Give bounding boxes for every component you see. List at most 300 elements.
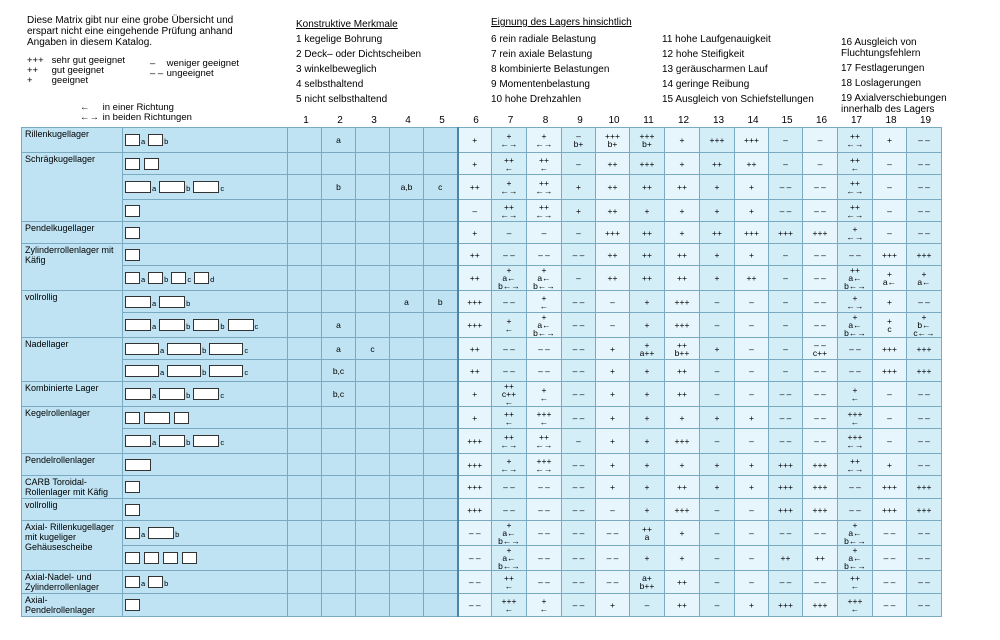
rating-value: a← (917, 277, 931, 287)
rating-value: + (852, 292, 858, 303)
bearing-icon (182, 552, 197, 564)
rating-cell (769, 360, 803, 382)
rating-cell (630, 222, 665, 244)
rating-value: ++ (504, 381, 514, 391)
rating-value: ++ (677, 273, 687, 283)
rating-cell (458, 153, 492, 175)
rating-value: b←→ (844, 281, 866, 291)
variant-letter: b (186, 438, 191, 447)
rating-cell (288, 454, 322, 476)
table-row (22, 594, 942, 617)
rating-cell (630, 244, 665, 266)
bearing-icon (125, 296, 151, 308)
rating-value: ← (850, 393, 860, 403)
rating-value: + (714, 205, 720, 216)
rating-value: – – (918, 577, 930, 587)
rating-cell (288, 175, 322, 200)
rating-cell (322, 594, 356, 617)
rating-value: ++ (850, 573, 860, 583)
rating-value: – – (503, 365, 515, 376)
rating-value: + (679, 158, 685, 169)
rating-cell (700, 429, 735, 454)
rating-value: ++ (642, 249, 652, 260)
rating-cell (356, 476, 390, 499)
rating-cell (596, 175, 630, 200)
bearing-type-label: vollrollig (22, 291, 123, 338)
bearing-icon (125, 181, 151, 193)
variant-letter: b (175, 530, 180, 539)
rating-cell (596, 222, 630, 244)
bearing-icon (209, 343, 243, 355)
rating-value: – – (814, 296, 826, 307)
rating-cell (769, 454, 803, 476)
rating-cell (492, 360, 527, 382)
rating-cell (735, 266, 769, 291)
rating-value: ++ (712, 227, 722, 238)
rating-cell (907, 571, 942, 594)
legend-text: ungeeignet (166, 68, 214, 79)
rating-cell (838, 266, 873, 291)
rating-value: ← (850, 416, 860, 427)
rating-value: + (610, 436, 615, 446)
rating-cell (769, 594, 803, 617)
rating-cell (492, 175, 527, 200)
rating-cell (458, 546, 492, 571)
rating-value: ← (539, 393, 549, 403)
rating-value: ++ (642, 227, 652, 238)
rating-value: ++ (815, 553, 825, 563)
rating-value: + (541, 131, 547, 141)
rating-cell (527, 429, 562, 454)
rating-cell (665, 244, 700, 266)
rating-cell (665, 128, 700, 153)
rating-cell (769, 200, 803, 222)
rating-cell (492, 499, 527, 521)
rating-cell (390, 244, 424, 266)
legend-text: in einer Richtung (102, 102, 174, 113)
variant-letter: b (186, 298, 191, 308)
rating-cell (665, 571, 700, 594)
rating-value: – (610, 296, 615, 307)
bearing-icon (125, 227, 140, 239)
rating-value: + (644, 412, 650, 423)
rating-cell (596, 291, 630, 313)
rating-cell (769, 521, 803, 546)
rating-value: – (576, 158, 581, 169)
rating-value: – – (883, 600, 896, 610)
bearing-icon (193, 181, 219, 193)
rating-cell (288, 244, 322, 266)
rating-value: – – (468, 577, 481, 587)
rating-value: +++ (916, 504, 932, 515)
bearing-icon (193, 319, 219, 331)
bearing-matrix (21, 127, 942, 617)
rating-cell (596, 407, 630, 429)
rating-cell (873, 360, 907, 382)
rating-value: – – (779, 412, 792, 423)
variant-letter: c (244, 345, 249, 355)
rating-cell (596, 266, 630, 291)
rating-value: ++ (746, 273, 757, 283)
rating-cell (596, 128, 630, 153)
rating-value: ←→ (846, 209, 864, 220)
column-number: 1 (303, 115, 309, 126)
bearing-drawing (123, 338, 288, 360)
rating-value: – – (814, 205, 826, 216)
rating-cell (322, 291, 356, 313)
rating-cell (665, 266, 700, 291)
rating-cell (803, 571, 838, 594)
rating-value: – (887, 389, 892, 399)
rating-cell (288, 338, 322, 360)
rating-value: a,b (400, 182, 413, 192)
bearing-type-label: Nadellager (22, 338, 123, 382)
rating-value: – (749, 504, 754, 515)
rating-cell (288, 546, 322, 571)
rating-cell (907, 360, 942, 382)
rating-cell (769, 175, 803, 200)
rating-value: – (749, 365, 754, 376)
rating-value: +++ (467, 296, 483, 307)
rating-cell (596, 382, 630, 407)
rating-value: ++ (850, 265, 860, 275)
rating-cell (288, 200, 322, 222)
rating-value: ← (504, 162, 514, 173)
rating-cell (700, 338, 735, 360)
rating-value: +++ (812, 459, 828, 470)
table-row (22, 454, 942, 476)
rating-value: + (506, 545, 512, 555)
rating-value: – – (918, 412, 930, 423)
rating-cell (907, 407, 942, 429)
column-number: 7 (507, 115, 514, 126)
column-number: 13 (712, 115, 725, 126)
rating-value: ←→ (500, 186, 518, 196)
rating-cell (769, 153, 803, 175)
rating-value: c (887, 324, 892, 334)
rating-value: a← (537, 273, 551, 283)
rating-value: ++ (607, 249, 618, 260)
rating-value: a+ (642, 573, 652, 583)
rating-cell (288, 153, 322, 175)
rating-value: +++ (882, 343, 897, 354)
table-row (22, 200, 942, 222)
rating-cell (322, 571, 356, 594)
rating-cell (803, 476, 838, 499)
rating-cell (527, 222, 562, 244)
rating-value: – – (814, 182, 826, 192)
rating-value: + (541, 385, 547, 395)
rating-value: ←→ (846, 231, 864, 242)
rating-value: ++ (539, 432, 549, 442)
variant-letter: b (202, 367, 207, 377)
rating-value: ← (504, 397, 514, 407)
rating-value: – (783, 135, 788, 145)
rating-value: ++ (607, 273, 618, 283)
rating-value: +++ (467, 482, 483, 492)
column-number: 3 (371, 115, 377, 126)
rating-cell (735, 291, 769, 313)
rating-value: – – (468, 528, 481, 538)
variant-letter: c (254, 322, 259, 331)
rating-cell (803, 128, 838, 153)
rating-value: a← (848, 320, 862, 330)
rating-value: – (887, 227, 892, 238)
rating-cell (492, 153, 527, 175)
rating-cell (735, 521, 769, 546)
rating-value: +++ (639, 158, 655, 169)
rating-cell (562, 313, 596, 338)
rating-cell (665, 360, 700, 382)
table-row (22, 175, 942, 200)
rating-cell (596, 571, 630, 594)
rating-value: – (783, 296, 788, 307)
rating-cell (562, 521, 596, 546)
rating-cell (735, 244, 769, 266)
rating-value: + (679, 135, 685, 145)
bearing-icon (193, 388, 219, 400)
rating-cell (907, 313, 942, 338)
eignung-list-b (662, 32, 814, 107)
rating-cell (424, 521, 458, 546)
bearing-icon (174, 412, 189, 424)
rating-cell (665, 546, 700, 571)
rating-cell (596, 499, 630, 521)
table-row (22, 407, 942, 429)
rating-value: b←→ (498, 281, 520, 291)
rating-cell (700, 266, 735, 291)
rating-cell (527, 360, 562, 382)
rating-value: + (644, 389, 650, 399)
rating-cell (458, 429, 492, 454)
rating-cell (630, 153, 665, 175)
rating-value: – – (814, 273, 826, 283)
rating-cell (322, 429, 356, 454)
rating-cell (527, 476, 562, 499)
rating-value: ++ (850, 201, 860, 212)
rating-cell (700, 153, 735, 175)
rating-cell (907, 244, 942, 266)
rating-cell (458, 200, 492, 222)
rating-cell (873, 222, 907, 244)
rating-value: +++ (467, 459, 483, 470)
suitability-item: 19 Axialverschiebungen (841, 93, 947, 104)
rating-cell (873, 244, 907, 266)
rating-cell (907, 175, 942, 200)
rating-value: ← (504, 324, 514, 334)
rating-cell (735, 571, 769, 594)
rating-value: + (610, 343, 615, 354)
rating-value: ←→ (846, 186, 864, 196)
rating-value: ++ (469, 273, 480, 283)
rating-cell (322, 499, 356, 521)
eignung-list-a (491, 32, 609, 107)
rating-value: – – (918, 528, 930, 538)
rating-value: + (644, 504, 650, 515)
rating-cell (356, 429, 390, 454)
rating-cell (356, 313, 390, 338)
rating-value: +++ (847, 408, 863, 419)
rating-cell (907, 266, 942, 291)
rating-value: +++ (812, 482, 828, 492)
rating-value: +++ (674, 296, 690, 307)
rating-value: – (714, 365, 720, 376)
rating-cell (665, 153, 700, 175)
rating-value: – (610, 320, 615, 330)
rating-cell (322, 153, 356, 175)
rating-value: + (506, 520, 512, 530)
rating-value: a (404, 296, 409, 307)
rating-cell (803, 244, 838, 266)
rating-value: ←→ (535, 186, 553, 196)
rating-cell (700, 382, 735, 407)
rating-value: + (749, 600, 754, 610)
variant-letter: c (220, 184, 225, 193)
rating-value: +++ (467, 504, 483, 515)
rating-cell (838, 499, 873, 521)
rating-cell (288, 571, 322, 594)
bearing-drawing (123, 244, 288, 266)
rating-value: ++ (746, 158, 757, 169)
rating-value: +++ (605, 131, 620, 141)
rating-value: ← (539, 416, 549, 427)
rating-value: ←→ (500, 440, 518, 450)
rating-cell (596, 546, 630, 571)
rating-cell (562, 222, 596, 244)
rating-cell (390, 338, 424, 360)
bearing-drawing (123, 429, 288, 454)
rating-cell (458, 313, 492, 338)
rating-value: +++ (744, 135, 759, 145)
rating-cell (424, 454, 458, 476)
rating-value: – (506, 227, 512, 238)
rating-value: + (644, 482, 650, 492)
suitability-item: 13 geräuscharmen Lauf (662, 64, 768, 75)
rating-value: ++ (469, 249, 480, 260)
rating-cell (356, 521, 390, 546)
rating-cell (562, 244, 596, 266)
rating-value: + (714, 412, 720, 423)
rating-cell (630, 200, 665, 222)
rating-cell (424, 360, 458, 382)
rating-value: ++ (539, 178, 549, 188)
rating-cell (873, 454, 907, 476)
rating-cell (458, 291, 492, 313)
rating-cell (838, 338, 873, 360)
bearing-type-label: vollrollig (22, 499, 123, 521)
rating-value: ←→ (846, 300, 864, 311)
bearing-icon (125, 388, 151, 400)
rating-cell (390, 200, 424, 222)
rating-cell (803, 222, 838, 244)
column-number: 4 (405, 115, 411, 126)
rating-value: + (541, 265, 547, 275)
bearing-icon (125, 599, 140, 611)
rating-value: – (887, 436, 892, 446)
bearing-type-label: Pendelrollenlager (22, 454, 123, 476)
rating-value: – – (503, 482, 515, 492)
rating-value: +++ (916, 365, 932, 376)
rating-cell (596, 153, 630, 175)
rating-value: ++ (504, 201, 514, 212)
rating-value: +++ (847, 596, 863, 606)
bearing-type-label: Rillenkugellager (22, 128, 123, 153)
section-title: Konstruktive Merkmale (296, 19, 398, 30)
rating-cell (390, 360, 424, 382)
rating-cell (665, 499, 700, 521)
rating-cell (458, 338, 492, 360)
table-row (22, 429, 942, 454)
rating-cell (665, 222, 700, 244)
rating-cell (562, 407, 596, 429)
rating-value: ++ (504, 408, 514, 419)
eignung-title (491, 17, 632, 28)
rating-cell (665, 313, 700, 338)
rating-cell (458, 476, 492, 499)
bearing-icon (148, 134, 163, 146)
rating-cell (596, 338, 630, 360)
bearing-icon (125, 527, 140, 539)
bearing-icon (144, 552, 159, 564)
rating-value: – (576, 131, 581, 141)
rating-cell (735, 200, 769, 222)
rating-cell (356, 244, 390, 266)
rating-cell (838, 407, 873, 429)
rating-cell (907, 546, 942, 571)
rating-value: – – (883, 528, 896, 538)
rating-cell (873, 476, 907, 499)
rating-cell (492, 222, 527, 244)
column-number: 9 (577, 115, 583, 126)
rating-value: – (783, 320, 788, 330)
rating-cell (424, 407, 458, 429)
rating-value: – – (572, 504, 585, 515)
table-row (22, 153, 942, 175)
rating-value: b←→ (844, 536, 866, 546)
rating-value: – (783, 273, 788, 283)
rating-value: a← (882, 277, 897, 287)
rating-value: ←→ (846, 139, 864, 149)
rating-value: ++ (850, 455, 860, 466)
rating-value: – – (538, 504, 550, 515)
bearing-drawing (123, 407, 288, 429)
rating-cell (424, 244, 458, 266)
rating-cell (424, 313, 458, 338)
rating-value: – – (538, 343, 550, 354)
feature-item: 4 selbsthaltend (296, 79, 364, 90)
rating-value: – (610, 504, 615, 515)
rating-cell (630, 360, 665, 382)
suitability-item: 12 hohe Steifigkeit (662, 49, 745, 60)
legend-symbol: +++ (27, 55, 44, 66)
rating-value: +++ (916, 249, 932, 260)
rating-value: – – (814, 365, 826, 376)
bearing-icon (193, 435, 219, 447)
rating-cell (562, 291, 596, 313)
rating-cell (288, 222, 322, 244)
rating-value: – – (814, 339, 826, 350)
bearing-type-label: Kombinierte Lager (22, 382, 123, 407)
rating-cell (492, 291, 527, 313)
rating-value: b← (917, 320, 931, 330)
rating-cell (838, 128, 873, 153)
rating-cell (630, 546, 665, 571)
table-row (22, 244, 942, 266)
rating-value: ++ (642, 524, 652, 534)
rating-value: +++ (778, 482, 793, 492)
rating-cell (838, 454, 873, 476)
rating-value: +++ (674, 320, 690, 330)
